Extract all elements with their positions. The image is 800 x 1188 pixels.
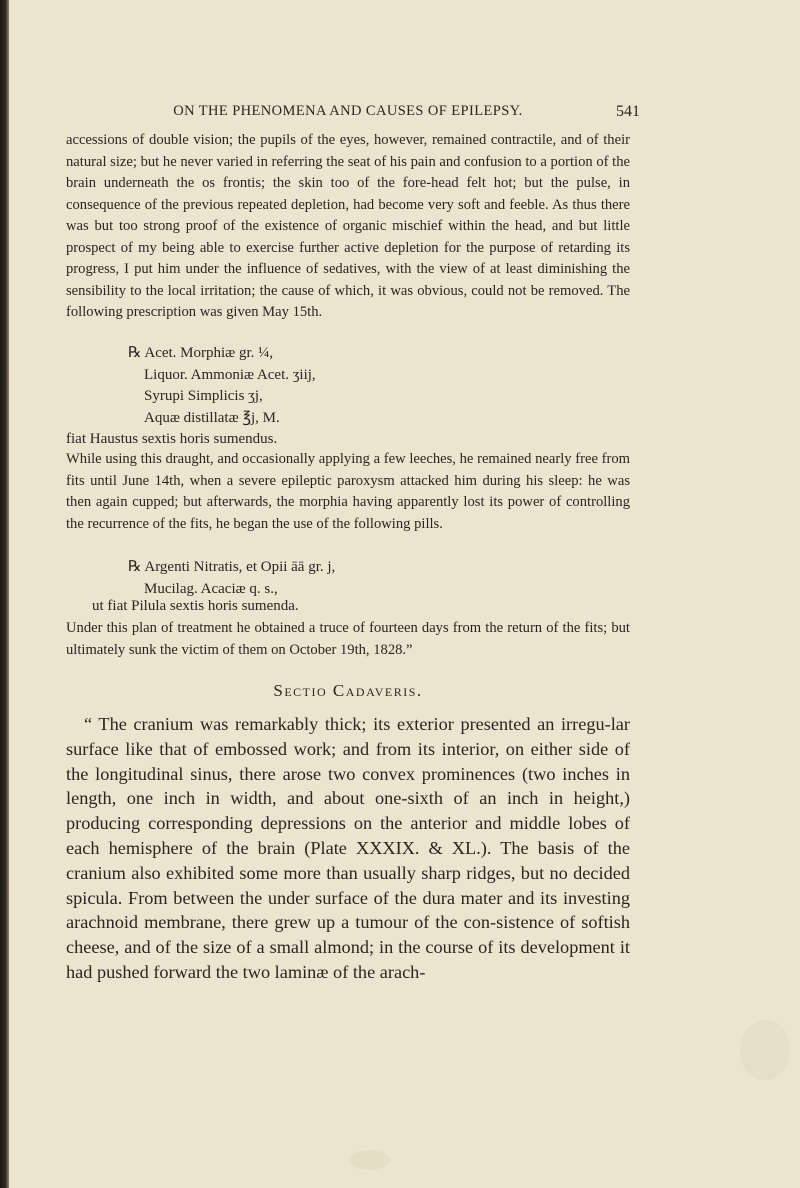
body-paragraph-4 (66, 712, 630, 985)
paragraph-text: Under this plan of treatment he obtained a truce of fourteen days from the return of the fits; but ultimately sunk the victim of them on October 19th, 1828.” (66, 620, 630, 658)
prescription-line: Liquor. Ammoniæ Acet. ʒiij, (144, 366, 316, 383)
prescription-line: Aquæ distillatæ ℥j, M. (144, 409, 280, 426)
page-binding-edge (0, 0, 9, 1188)
prescription-line: ℞ Argenti Nitratis, et Opii āā gr. j, (128, 559, 336, 575)
paragraph-text: accessions of double vision; the pupils of the eyes, however, remained contractile, and of their natural size; but he never varied in referring the seat of his pain and confusion to a portion of the brain underneath the os frontis; the skin too of the fore-head felt hot; but the pulse, in consequence of the previous repeated depletion, had become very soft and feeble. As thus there was but too strong proof of the existence of organic mischief within the head, and but little prospect of my being able to exercise further active depletion for the purpose of retarding its progress, I put him under the influence of sedatives, with the view of at least diminishing the sensibility to the local irritation; the cause of which, it was obvious, could not be removed. The following prescription was given May 15th. (66, 132, 630, 320)
prescription-block-1 (128, 343, 316, 429)
prescription-line: ℞ Acet. Morphiæ gr. ¼, (128, 345, 274, 361)
body-paragraph-2 (66, 449, 630, 535)
paragraph-text: While using this draught, and occasionally applying a few leeches, he remained nearly free from fits until June 14th, when a severe epileptic paroxysm attacked him during his sleep: he was then again cupped; but afterwards, the morphia having apparently lost its power of controlling the recurrence of the fits, he began the use of the following pills. (66, 451, 630, 532)
prescription-line: Syrupi Simplicis ʒj, (144, 388, 263, 404)
prescription-block-2 (128, 557, 335, 600)
running-title: ON THE PHENOMENA AND CAUSES OF EPILEPSY. (173, 103, 523, 119)
paper-stain (740, 1020, 790, 1080)
paper-stain (350, 1150, 390, 1170)
prescription-line: Mucilag. Acaciæ q. s., (144, 580, 278, 597)
prescription-instruction-1: fiat Haustus sextis horis sumendus. (66, 431, 278, 447)
paragraph-text: “ The cranium was remarkably thick; its exterior presented an irregu-lar surface like that of embossed work; and from its interior, on either side of the longitudinal sinus, there arose two convex prominences (two inches in length, one inch in width, and about one-sixth of an inch in height,) producing corresponding depressions on the anterior and middle lobes of each hemisphere of the brain (Plate XXXIX. & XL.). The basis of the cranium also exhibited some more than usually sharp ridges, but no decided spicula. From between the under surface of the dura mater and its investing arachnoid membrane, there grew up a tumour of the con-sistence of softish cheese, and of the size of a small almond; in the course of its development it had pushed forward the two laminæ of the arach- (66, 714, 630, 982)
prescription-instruction-2: ut fiat Pilula sextis horis sumenda. (92, 598, 299, 614)
body-paragraph-1 (66, 130, 630, 324)
page-number: 541 (616, 103, 640, 120)
body-paragraph-3 (66, 618, 630, 661)
section-heading: Sectio Cadaveris. (273, 681, 423, 700)
